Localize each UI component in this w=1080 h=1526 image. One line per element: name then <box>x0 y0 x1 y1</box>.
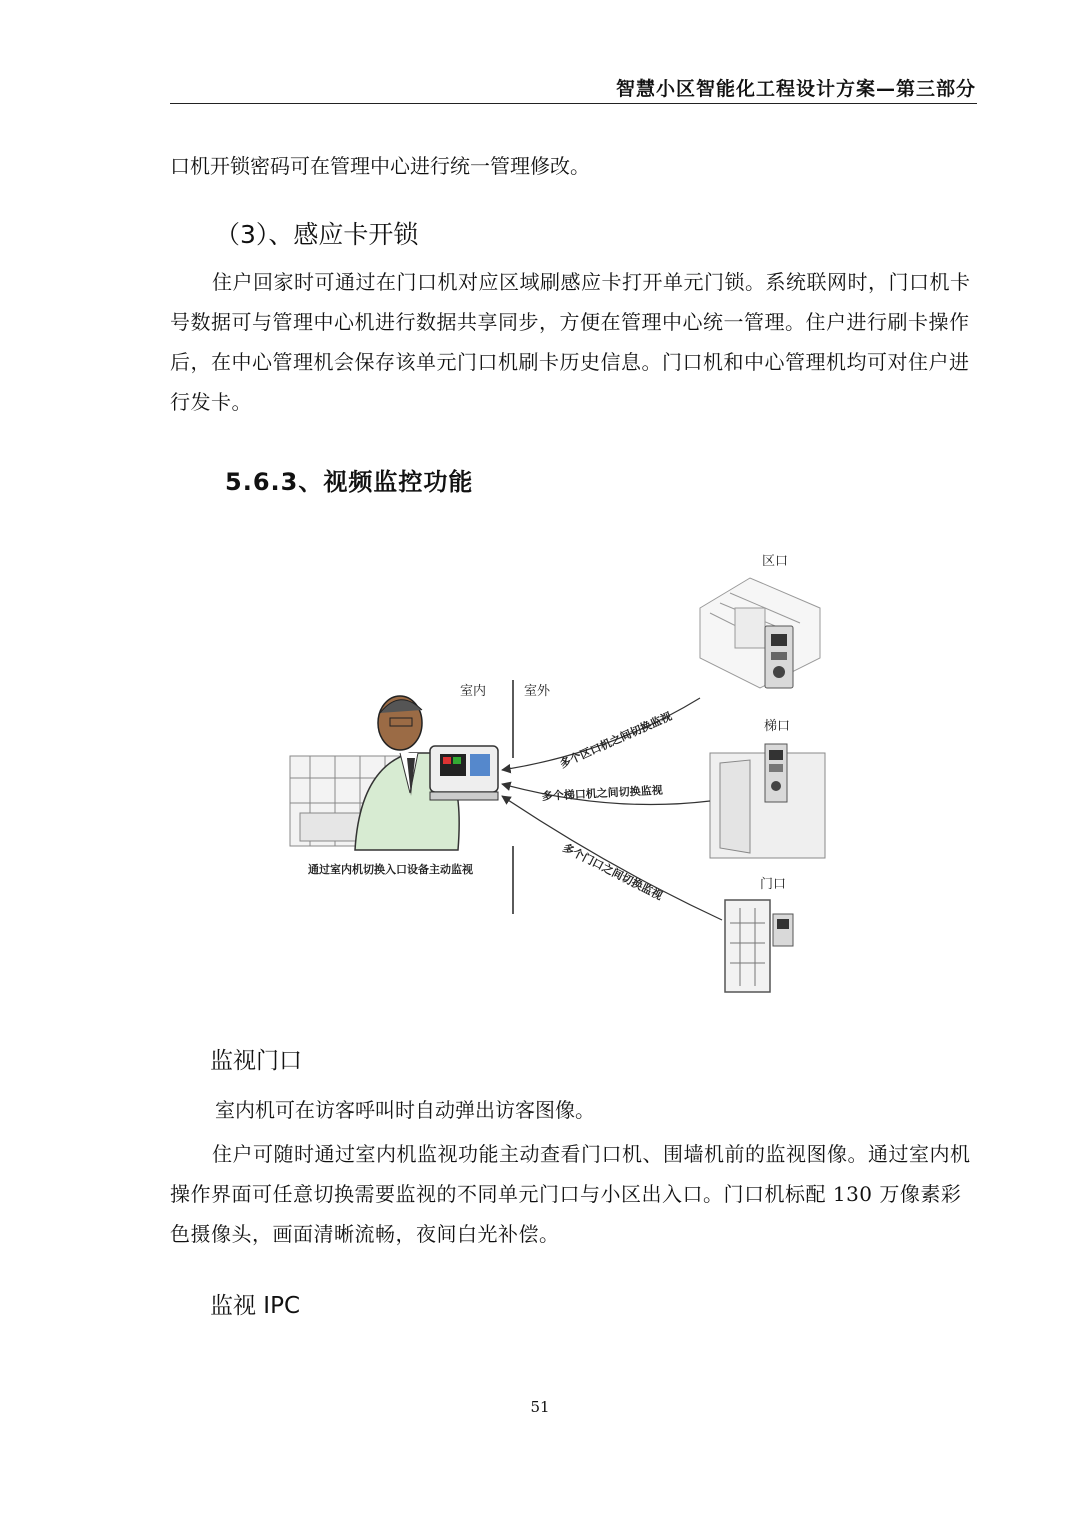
arrow-label-area-gate: 多个区口机之间切换监视 <box>557 709 674 771</box>
heading-card-unlock: （3）、感应卡开锁 <box>215 220 419 249</box>
header-rule <box>170 103 977 104</box>
paragraph-continued: 口机开锁密码可在管理中心进行统一管理修改。 <box>170 154 590 178</box>
heading-video-monitoring: 5.6.3、视频监控功能 <box>225 468 474 496</box>
door-illustration <box>725 900 793 992</box>
video-monitoring-diagram <box>280 548 850 998</box>
arrow-label-door: 多个门口之间切换监视 <box>560 841 665 903</box>
label-indoor: 室内 <box>460 684 487 699</box>
heading-monitor-door: 监视门口 <box>210 1048 302 1074</box>
area-gate-illustration <box>700 578 820 688</box>
heading-monitor-ipc: 监视 IPC <box>210 1293 301 1319</box>
label-area-gate: 区口 <box>762 554 789 569</box>
label-door: 门口 <box>760 877 787 892</box>
header-title: 智慧小区智能化工程设计方案—第三部分 <box>615 78 976 100</box>
arrow-label-stair-gate: 多个梯口机之间切换监视 <box>541 783 663 803</box>
label-outdoor: 室外 <box>524 684 551 699</box>
page-number: 51 <box>530 1398 550 1416</box>
paragraph-active-monitoring: 住户可随时通过室内机监视功能主动查看门口机、围墙机前的监视图像。通过室内机操作界面可任意切换需要监视的不同单元门口与小区出入口。门口机标配 130 万像素彩色摄像头，画面清晰流畅，夜间白光补偿。 <box>170 1142 971 1246</box>
paragraph-card-unlock: 住户回家时可通过在门口机对应区域刷感应卡打开单元门锁。系统联网时，门口机卡号数据可与管理中心机进行数据共享同步，方便在管理中心统一管理。住户进行刷卡操作后，在中心管理机会保存该单元门口机刷卡历史信息。门口机和中心管理机均可对住户进行发卡。 <box>170 270 971 414</box>
caption-indoor-monitoring: 通过室内机切换入口设备主动监视 <box>308 863 473 876</box>
area-gate-door-station <box>765 626 793 688</box>
paragraph-visitor-image: 室内机可在访客呼叫时自动弹出访客图像。 <box>215 1098 595 1122</box>
stair-gate-illustration <box>710 744 825 858</box>
label-stair-gate: 梯口 <box>764 719 791 734</box>
arrow-door <box>502 796 722 920</box>
arrow-area-gate <box>502 698 700 770</box>
indoor-monitor-device <box>430 746 498 800</box>
